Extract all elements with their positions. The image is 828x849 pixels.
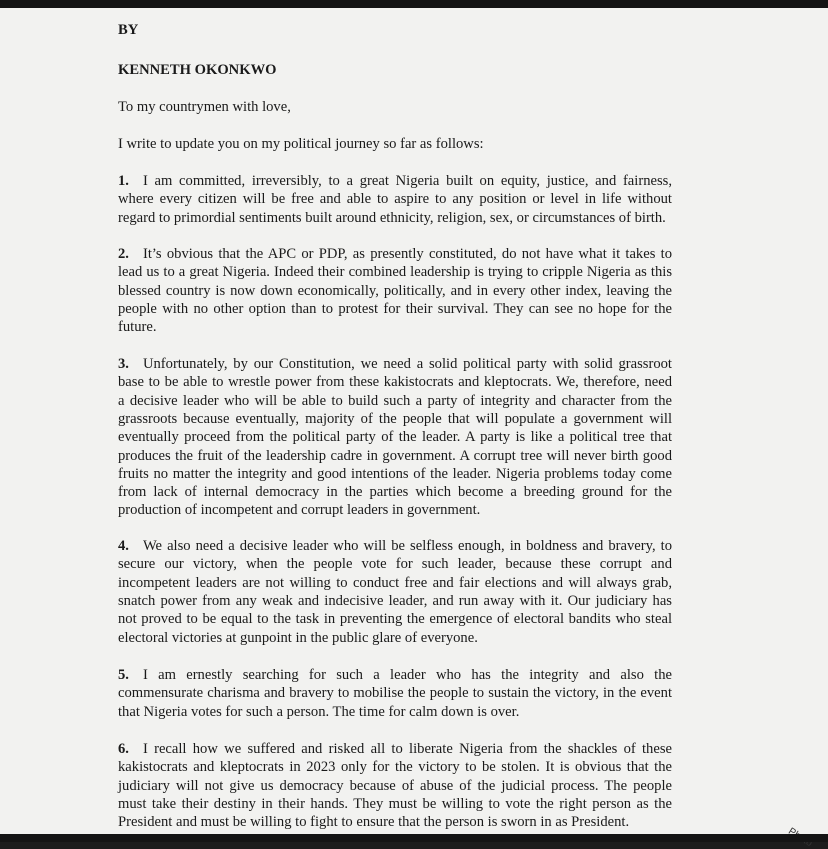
paragraph-text: people with no other option than to protest for their survival. They can see no hope for the: [118, 300, 672, 317]
paragraph-line: [118, 393, 672, 410]
paragraph-line: [118, 374, 672, 391]
paragraph-text: Unfortunately, by our Constitution, we need a solid political party with solid grassroot: [142, 356, 672, 372]
paragraph-text: produces the fruit of the leadership cadre in government. A corrupt tree will never birth good: [118, 447, 672, 464]
paragraph-text: regard to primordial sentiments built around ethnicity, religion, sex, or circumstances of birth.: [118, 209, 666, 226]
paragraph-text: future.: [118, 319, 157, 336]
paragraph-text: I am committed, irreversibly, to a great Nigeria built on equity, justice, and fairness,: [142, 173, 672, 189]
paragraph-text: from lack of internal democracy in the parties which become a breeding ground for the: [118, 484, 672, 501]
paragraph-number: 2.: [118, 246, 129, 262]
paragraph-text: judiciary will not give us democracy because of abuse of the judicial process. The people: [118, 777, 672, 794]
paragraph-line: [118, 611, 672, 628]
paragraph-text: not proved to be equal to the task in preventing the emergence of electoral bandits who steal: [118, 611, 672, 628]
paragraph-line: [118, 466, 672, 483]
paragraph-text: President and must be willing to fight to ensure that the person is sworn in as President.: [118, 814, 630, 831]
paragraph-text: I recall how we suffered and risked all to liberate Nigeria from the shackles of these: [142, 741, 672, 757]
paragraph-text: a decisive leader who will be able to build such a party of integrity and character from the: [118, 392, 672, 409]
paragraph-line: [118, 319, 672, 336]
paragraph-text: secure our victory, when the people vote for such leader, because these corrupt and: [118, 556, 672, 573]
paragraph-text: fruits no matter the integrity and good intentions of the leader. Nigeria problems today come: [118, 465, 672, 482]
paragraph-number: 1.: [118, 173, 129, 189]
intro-text: I write to update you on my political journey so far as follows:: [118, 136, 484, 152]
paragraph-line: [118, 411, 672, 428]
paragraph-line: [118, 502, 672, 519]
paragraph-number: 6.: [118, 741, 129, 757]
paragraph-text: kakistocrats and kleptocrats in 2023 only for the victory to be stolen. It is obvious that the: [118, 759, 672, 776]
paragraph-text: incompetent leaders are not willing to conduct free and fair elections and will always grab,: [118, 574, 672, 591]
top-border: [0, 0, 828, 8]
paragraph-line: [118, 685, 672, 702]
paragraph-line: [118, 448, 672, 465]
paragraph-line: [118, 667, 672, 684]
greeting: To my countrymen with love,: [118, 99, 291, 115]
paragraph-line: [118, 283, 672, 300]
paragraph-text: blessed country is now down economically, politically, and in every other index, leaving the: [118, 282, 672, 299]
paragraph-line: [118, 796, 672, 813]
paragraph-line: [118, 630, 672, 647]
paragraph-line: [118, 191, 672, 208]
paragraph-line: [118, 264, 672, 281]
paragraph-text: It’s obvious that the APC or PDP, as presently constituted, do not have what it takes to: [142, 246, 672, 262]
paragraph-line: [118, 556, 672, 573]
paragraph-text: must take their destiny in their hands. They must be willing to vote the right person as the: [118, 795, 672, 812]
paragraph-line: [118, 356, 672, 373]
paragraph-line: [118, 814, 672, 831]
paragraph-line: [118, 301, 672, 318]
paragraph-number: 3.: [118, 356, 129, 372]
paragraph-number: 4.: [118, 538, 129, 554]
bottom-border: [0, 834, 828, 842]
paragraph-text: production of incompetent and corrupt leaders in government.: [118, 502, 481, 519]
paragraph-line: [118, 246, 672, 263]
paragraph-line: [118, 210, 672, 227]
paragraph-text: eventually proceed from the political party of the leader. A party is like a political tree that: [118, 429, 672, 446]
paragraph-text: base to be able to wrestle power from these kakistocrats and kleptocrats. We, therefore, need: [118, 374, 672, 391]
by-line: BY: [118, 22, 139, 38]
paragraph-line: [118, 704, 672, 721]
paragraph-line: [118, 429, 672, 446]
author-name: KENNETH OKONKWO: [118, 62, 277, 78]
paragraph-text: electoral victories at gunpoint in the public glare of everyone.: [118, 629, 478, 646]
paragraph-line: [118, 759, 672, 776]
paragraph-line: [118, 538, 672, 555]
paragraph-text: that Nigeria votes for such a person. The time for calm down is over.: [118, 703, 520, 720]
paragraph-text: lead us to a great Nigeria. Indeed their combined leadership is trying to cripple Nigeria as this: [118, 264, 672, 281]
paragraph-line: [118, 575, 672, 592]
paragraph-line: [118, 741, 672, 758]
paragraph-text: grassroots because eventually, majority of the people that will populate a government will: [118, 410, 672, 427]
paragraph-text: where every citizen will be free and able to aspire to any position or level in life without: [118, 191, 672, 208]
paragraph-text: I am ernestly searching for such a leader who has the integrity and also the: [142, 667, 672, 683]
paragraph-line: [118, 173, 672, 190]
document-page: [0, 8, 828, 834]
paragraph-text: commensurate charisma and bravery to mobilise the people to sustain the victory, in the event: [118, 685, 672, 702]
paragraph-line: [118, 778, 672, 795]
paragraph-number: 5.: [118, 667, 129, 683]
paragraph-text: snatch power from any weak and indecisive leader, and run away with it. Our judiciary has: [118, 592, 672, 609]
paragraph-line: [118, 484, 672, 501]
paragraph-line: [118, 593, 672, 610]
paragraph-text: We also need a decisive leader who will be selfless enough, in boldness and bravery, to: [142, 538, 672, 554]
